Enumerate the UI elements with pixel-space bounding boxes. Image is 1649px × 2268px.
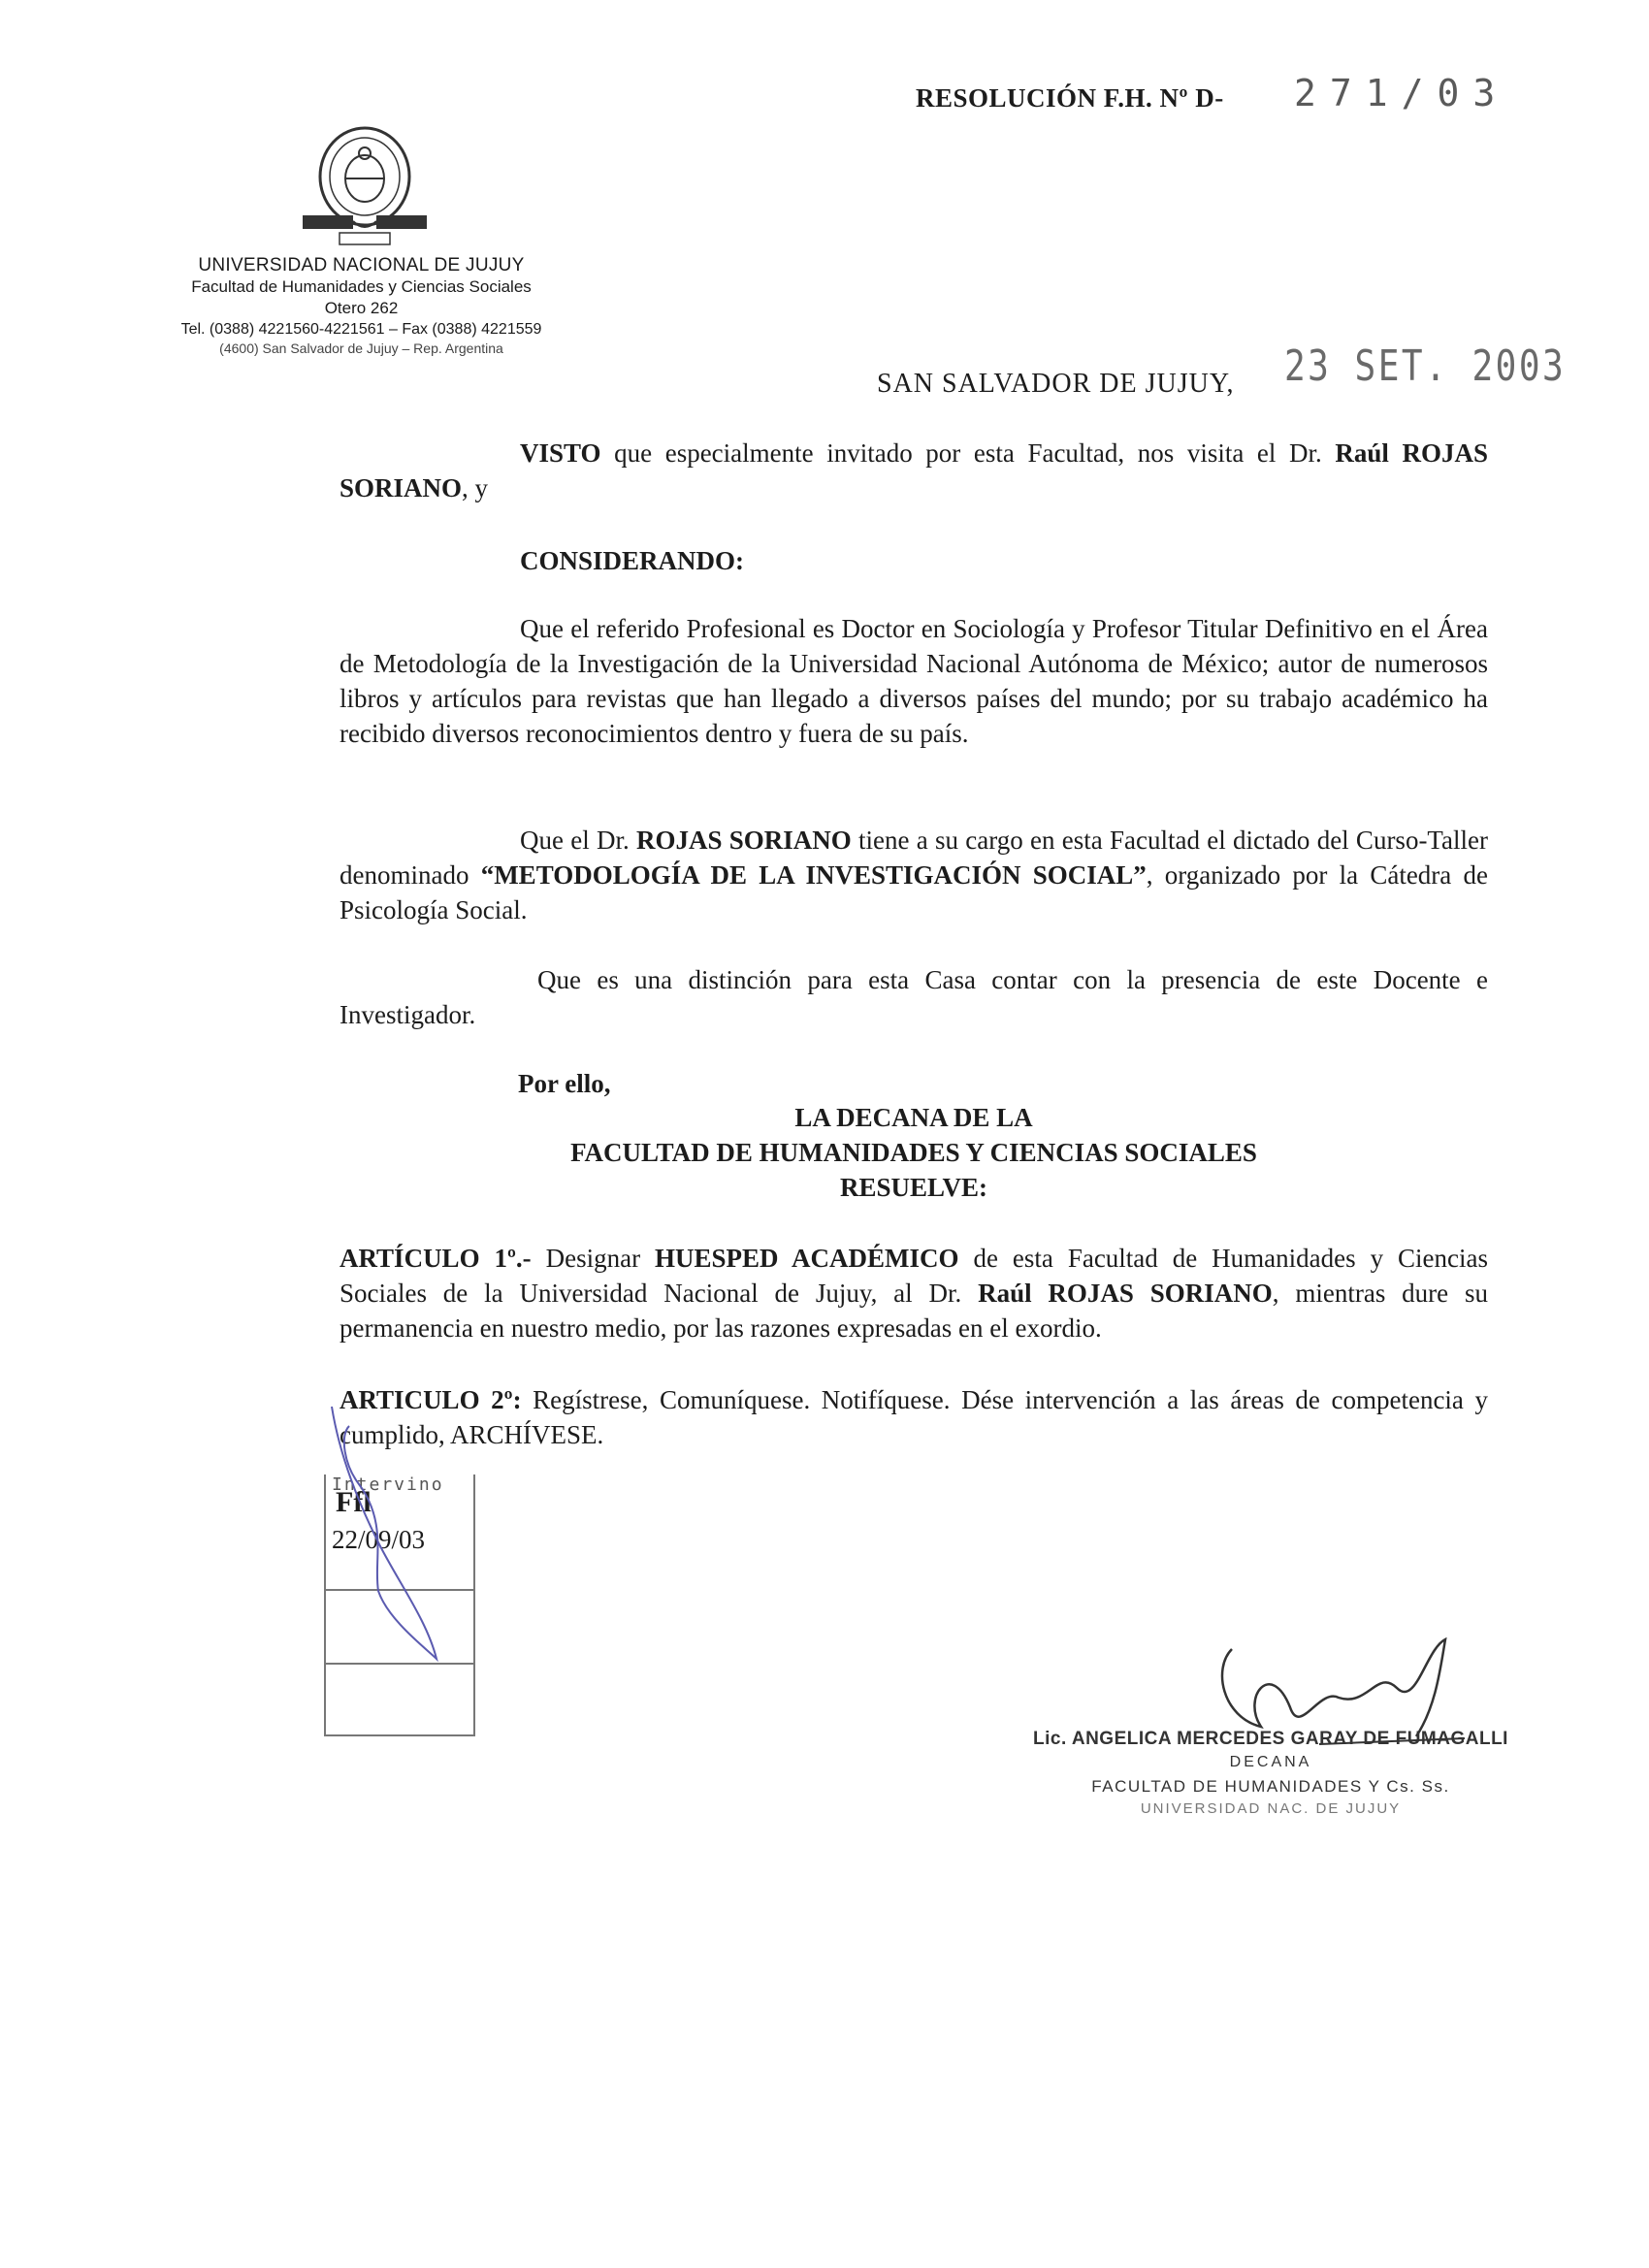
considerando-text-1: Que el referido Profesional es Doctor en Sociología y Profesor Titular Definitivo en el Área de Metodología de la Investigación de la Universidad Nacional Autónoma de México; autor de numerosos libros y artículos para revistas que han llegado a diversos países del mundo; por su trabajo académico ha recibido diversos reconocimientos dentro y fuera de su país. bbox=[340, 614, 1488, 748]
resolution-label: RESOLUCIÓN F.H. Nº D- bbox=[916, 83, 1224, 113]
considerando-paragraph-1 bbox=[340, 611, 1488, 751]
stamp-header: Intervino bbox=[332, 1474, 444, 1495]
date-stamp: 23 SET. 2003 bbox=[1284, 341, 1567, 391]
handwritten-flourish bbox=[320, 1397, 456, 1669]
signatory-role: DECANA bbox=[1229, 1754, 1312, 1770]
article-1-label: ARTÍCULO 1º.- bbox=[340, 1244, 532, 1273]
article-2 bbox=[340, 1382, 1488, 1452]
visto-text: que especialmente invitado por esta Facultad, nos visita el Dr. bbox=[600, 438, 1336, 468]
considerando-paragraph-2 bbox=[340, 823, 1488, 927]
address: Otero 262 bbox=[324, 299, 399, 317]
article-1 bbox=[340, 1241, 1488, 1345]
visto-name-first: Raúl bbox=[1335, 438, 1389, 468]
p2-course: “METODOLOGÍA DE LA INVESTIGACIÓN SOCIAL” bbox=[480, 860, 1147, 890]
article-1-text-2: de esta Facultad de Humanidades y Ciencias Sociales de la Universidad Nacional de Jujuy, al Dr. bbox=[340, 1244, 1488, 1308]
city-country: (4600) San Salvador de Jujuy – Rep. Argentina bbox=[219, 340, 503, 356]
article-2-label: ARTICULO 2º: bbox=[340, 1385, 522, 1414]
considerando-heading: CONSIDERANDO: bbox=[520, 546, 745, 575]
considerando-text-3: Que es una distinción para esta Casa contar con la presencia de este Docente e Investigador. bbox=[340, 965, 1488, 1029]
article-1-title: HUESPED ACADÉMICO bbox=[655, 1244, 959, 1273]
article-1-text-3: , mientras dure su permanencia en nuestro medio, por las razones expresadas en el exordio. bbox=[340, 1279, 1488, 1343]
resolve-line-1: LA DECANA DE LA bbox=[794, 1103, 1033, 1132]
resolution-number-stamp: 271/03 bbox=[1294, 72, 1509, 114]
article-2-text: Regístrese, Comuníquese. Notifíquese. Dése intervención a las áreas de competencia y cumplido, ARCHÍVESE. bbox=[340, 1385, 1488, 1449]
article-1-name: Raúl ROJAS SORIANO bbox=[978, 1279, 1273, 1308]
stamp-initials: Ffl bbox=[336, 1486, 372, 1518]
visto-text-end: , y bbox=[462, 473, 489, 502]
institution-header bbox=[97, 254, 626, 357]
resolve-line-3: RESUELVE: bbox=[839, 1173, 988, 1202]
signature-block bbox=[1028, 1729, 1513, 1817]
article-1-text-1: Designar bbox=[531, 1244, 656, 1273]
place: SAN SALVADOR DE JUJUY, bbox=[877, 369, 1235, 399]
p2-name: ROJAS SORIANO bbox=[636, 826, 852, 855]
visto-label: VISTO bbox=[520, 438, 601, 468]
stamp-date: 22/09/03 bbox=[332, 1525, 426, 1554]
university-name: UNIVERSIDAD NACIONAL DE JUJUY bbox=[198, 255, 525, 275]
p2-text-b: tiene a su cargo en esta Facultad el dictado del Curso-Taller denominado bbox=[340, 826, 1489, 890]
phone-fax: Tel. (0388) 4221560-4221561 – Fax (0388) 4221559 bbox=[180, 321, 542, 338]
visto-paragraph bbox=[340, 436, 1488, 505]
por-ello: Por ello, bbox=[518, 1069, 611, 1098]
visto-name-last: ROJAS SORIANO bbox=[340, 438, 1488, 502]
faculty-name: Facultad de Humanidades y Ciencias Sociales bbox=[191, 277, 532, 296]
university-seal bbox=[297, 118, 433, 252]
p2-text-a: Que el Dr. bbox=[520, 826, 636, 855]
signatory-faculty: FACULTAD DE HUMANIDADES Y Cs. Ss. bbox=[1091, 1777, 1450, 1796]
signatory-university: UNIVERSIDAD NAC. DE JUJUY bbox=[1140, 1800, 1402, 1817]
p2-text-c: , organizado por la Cátedra de Psicología Social. bbox=[340, 860, 1488, 924]
resolve-line-2: FACULTAD DE HUMANIDADES Y CIENCIAS SOCIALES bbox=[570, 1138, 1257, 1167]
signatory-name: Lic. ANGELICA MERCEDES GARAY DE FUMAGALLI bbox=[1033, 1729, 1508, 1749]
considerando-paragraph-3 bbox=[340, 962, 1488, 1032]
